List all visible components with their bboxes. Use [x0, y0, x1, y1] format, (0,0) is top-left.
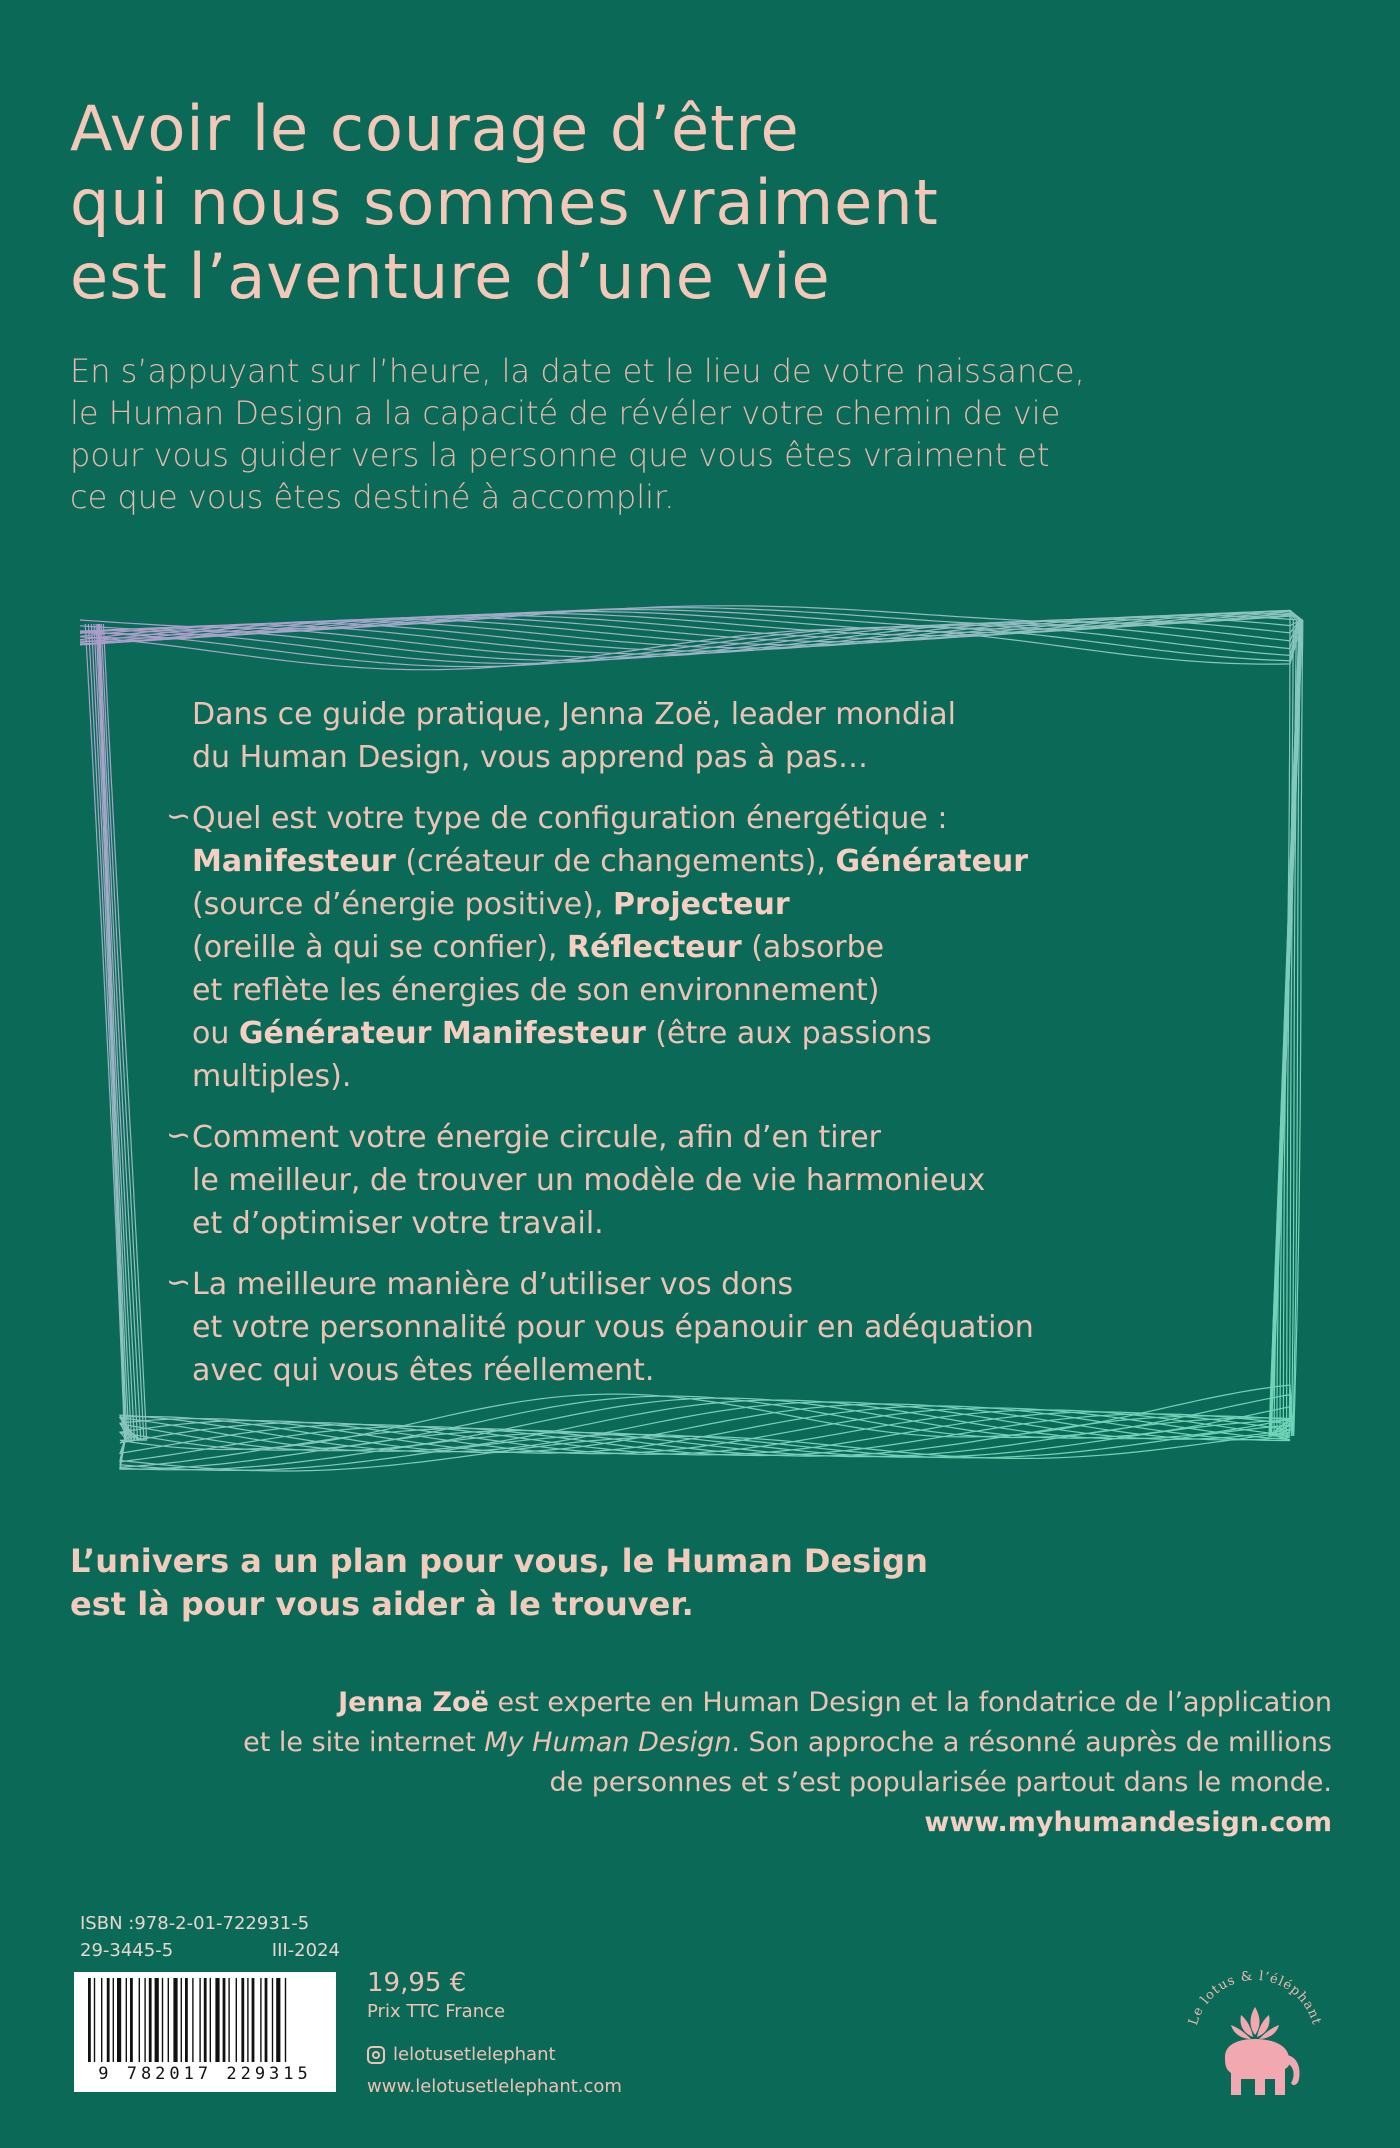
barcode-bar — [181, 1978, 182, 2062]
tagline — [70, 1540, 1270, 1626]
bullet-line: multiples). — [192, 1059, 352, 1094]
publisher-website-link[interactable]: www.lelotusetlelephant.com — [367, 2076, 622, 2097]
bullet-line: et d’optimiser votre travail. — [192, 1206, 604, 1241]
publisher-logo — [1175, 1945, 1335, 2115]
intro-line: ce que vous êtes destiné à accomplir. — [70, 478, 675, 516]
bullet-gifts — [166, 1263, 1252, 1392]
barcode-bar — [285, 1978, 286, 2062]
bullet-line: Quel est votre type de configuration énergétique : — [192, 801, 948, 836]
barcode-bar — [173, 1978, 177, 2062]
bullet-line: et reflète les énergies de son environnement) — [192, 973, 880, 1008]
barcode-bars — [84, 1978, 326, 2062]
barcode-bar — [139, 1978, 140, 2062]
barcode-bar — [241, 1978, 244, 2062]
isbn-block — [80, 1910, 340, 1964]
barcode-bar — [204, 1978, 207, 2062]
bullet-line: le meilleur, de trouver un modèle de vie harmonieux — [192, 1163, 986, 1198]
barcode-bar — [276, 1978, 280, 2062]
intro-line: le Human Design a la capacité de révéler votre chemin de vie — [70, 394, 1061, 432]
edition-code: III-2024 — [271, 1940, 340, 1961]
bullet-energy-flow — [166, 1116, 1252, 1245]
price-block — [367, 1967, 505, 2025]
barcode-digits: 9 782017 229315 — [98, 2064, 312, 2084]
barcode-bar — [265, 1978, 268, 2062]
barcode-bar — [272, 1978, 273, 2062]
author-name: Jenna Zoë — [338, 1687, 489, 1718]
headline-line: Avoir le courage d’être — [70, 92, 800, 165]
barcode-bar — [252, 1978, 255, 2062]
barcode-bar — [155, 1978, 159, 2062]
tagline-line: L’univers a un plan pour vous, le Human Design — [70, 1542, 928, 1580]
bullet-line: Comment votre énergie circule, afin d’en tirer — [192, 1120, 882, 1155]
barcode-bar — [107, 1978, 110, 2062]
bullet-line: La meilleure manière d’utiliser vos dons — [192, 1267, 794, 1302]
barcode-bar — [94, 1978, 95, 2062]
frame-lead — [192, 693, 1252, 779]
barcode-bar — [88, 1978, 91, 2062]
author-bio — [132, 1683, 1332, 1843]
barcode-bar — [117, 1978, 121, 2062]
lotus-elephant-icon — [1225, 2007, 1300, 2095]
bullet-line: avec qui vous êtes réellement. — [192, 1353, 655, 1388]
barcode-bar — [192, 1978, 193, 2062]
logo-text: Le lotus & l’éléphant — [1186, 1968, 1324, 2028]
author-website-link[interactable]: www.myhumandesign.com — [924, 1807, 1332, 1838]
instagram-icon — [367, 2046, 385, 2064]
headline — [70, 92, 1270, 314]
wave-bullet-icon: ∽ — [166, 1118, 192, 1153]
barcode-bar — [126, 1978, 127, 2062]
isbn-number: ISBN :978-2-01-722931-5 — [80, 1913, 310, 1934]
instagram-handle: lelotusetlelephant — [393, 2044, 556, 2065]
barcode-bar — [236, 1978, 237, 2062]
bullet-line: et votre personnalité pour vous épanouir en adéquation — [192, 1310, 1034, 1345]
barcode-bar — [223, 1978, 226, 2062]
bullet-energy-types — [166, 797, 1252, 1098]
product-code: 29-3445-5 — [80, 1940, 174, 1961]
tagline-line: est là pour vous aider à le trouver. — [70, 1585, 694, 1623]
barcode-bar — [228, 1978, 229, 2062]
bullet-line: (oreille à qui se confier), Réflecteur (absorbe — [192, 930, 885, 965]
bio-line: Jenna Zoë est experte en Human Design et la fondatrice de l’application — [338, 1687, 1332, 1718]
price: 19,95 € — [367, 1968, 467, 1998]
barcode-bar — [149, 1978, 152, 2062]
intro-paragraph — [70, 350, 1290, 518]
bullet-line: Manifesteur (créateur de changements), Générateur — [192, 844, 1029, 879]
isbn-codes — [80, 1937, 340, 1964]
bullet-line: ou Générateur Manifesteur (être aux passions — [192, 1016, 932, 1051]
frame-lead-line: du Human Design, vous apprend pas à pas… — [192, 740, 869, 775]
frame-content — [166, 693, 1252, 1392]
headline-line: est l’aventure d’une vie — [70, 240, 831, 313]
barcode-bar — [144, 1978, 145, 2062]
barcode-bar — [162, 1978, 163, 2062]
type-reflecteur: Réflecteur — [567, 930, 742, 965]
barcode-bar — [168, 1978, 169, 2062]
bio-line: et le site internet My Human Design. Son approche a résonné auprès de millions — [243, 1727, 1332, 1758]
type-generateur: Générateur — [835, 844, 1029, 879]
barcode-bar — [113, 1978, 114, 2062]
type-manifesteur: Manifesteur — [192, 844, 396, 879]
type-generateur-manifesteur: Générateur Manifesteur — [238, 1016, 646, 1051]
wave-bullet-icon: ∽ — [166, 1265, 192, 1300]
publisher-social — [367, 2039, 622, 2103]
headline-line: qui nous sommes vraiment — [70, 166, 939, 239]
intro-line: pour vous guider vers la personne que vous êtes vraiment et — [70, 436, 1050, 474]
barcode-bar — [101, 1978, 102, 2062]
barcode-bar — [210, 1978, 211, 2062]
bullet-line: (source d’énergie positive), Projecteur — [192, 887, 790, 922]
barcode-bar — [199, 1978, 200, 2062]
barcode-bar — [185, 1978, 188, 2062]
frame-lead-line: Dans ce guide pratique, Jenna Zoë, leader mondial — [192, 697, 956, 732]
app-name: My Human Design — [484, 1727, 732, 1758]
price-note: Prix TTC France — [367, 2001, 506, 2022]
barcode — [74, 1972, 336, 2092]
wave-bullet-icon: ∽ — [166, 799, 192, 834]
type-projecteur: Projecteur — [613, 887, 790, 922]
barcode-bar — [260, 1978, 261, 2062]
barcode-bar — [130, 1978, 133, 2062]
barcode-bar — [247, 1978, 248, 2062]
instagram-row[interactable] — [367, 2039, 622, 2071]
intro-line: En s’appuyant sur l’heure, la date et le lieu de votre naissance, — [70, 352, 1085, 390]
barcode-bar — [215, 1978, 219, 2062]
bio-line: de personnes et s’est popularisée partout dans le monde. — [549, 1767, 1332, 1798]
